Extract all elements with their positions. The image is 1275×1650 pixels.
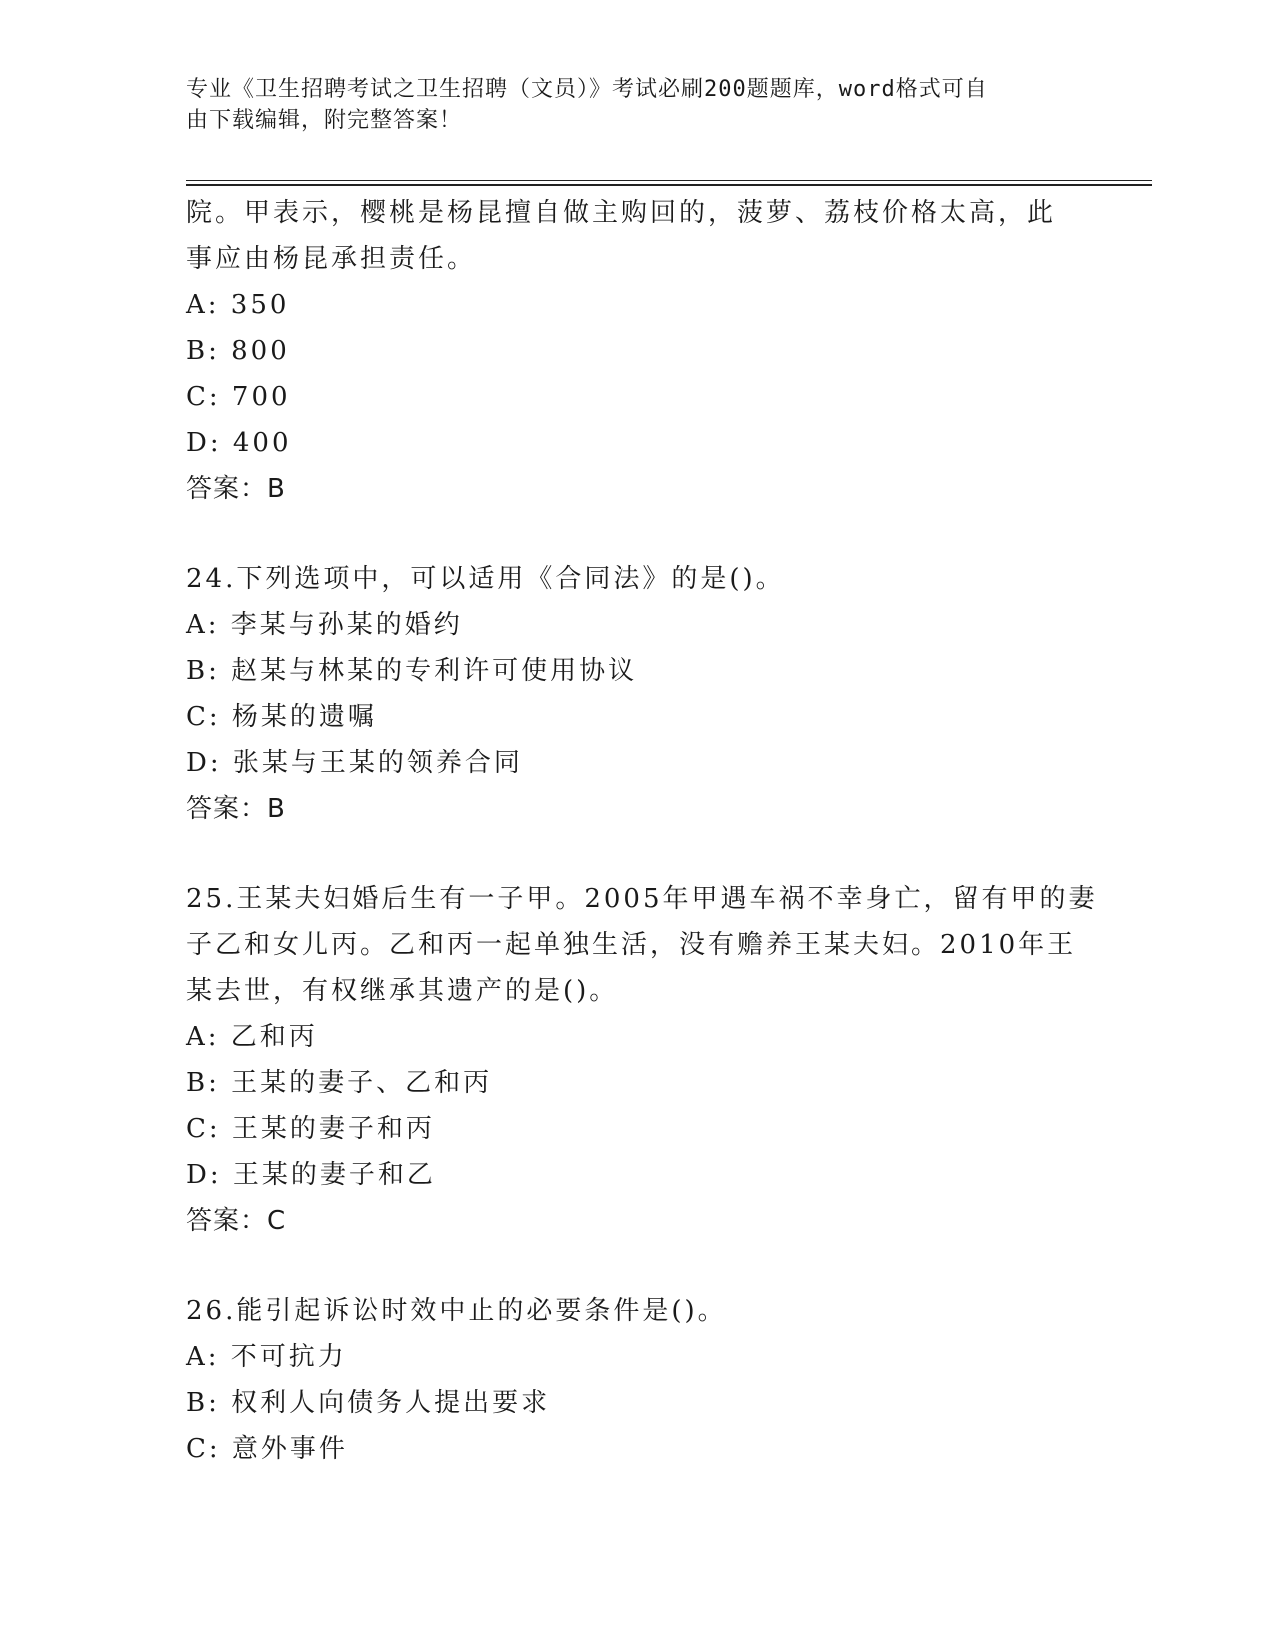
question-26 <box>186 1288 1086 1472</box>
answer: 答案：B <box>186 474 286 504</box>
option-c: C: 意外事件 <box>186 1434 348 1464</box>
answer: 答案：C <box>186 1206 287 1236</box>
option-b: B: 王某的妻子、乙和丙 <box>186 1068 493 1098</box>
option-c: C: 王某的妻子和丙 <box>186 1114 435 1144</box>
option-d: D: 王某的妻子和乙 <box>186 1160 436 1190</box>
option-c: C: 杨某的遗嘱 <box>186 702 377 732</box>
question-text-line: 24.下列选项中，可以适用《合同法》的是()。 <box>186 564 785 594</box>
option-c: C: 700 <box>186 382 291 412</box>
question-24 <box>186 556 1086 832</box>
option-a: A: 不可抗力 <box>186 1342 347 1372</box>
header-divider-thick <box>186 184 1152 186</box>
answer: 答案：B <box>186 794 286 824</box>
header-divider-thin <box>186 180 1152 181</box>
option-d: D: 张某与王某的领养合同 <box>186 748 523 778</box>
question-text-line: 事应由杨昆承担责任。 <box>186 244 477 274</box>
question-text-line: 26.能引起诉讼时效中止的必要条件是()。 <box>186 1296 727 1326</box>
question-continued <box>186 190 1086 512</box>
document-body <box>186 190 1098 1472</box>
option-b: B: 800 <box>186 336 290 366</box>
option-d: D: 400 <box>186 428 292 458</box>
question-text-line: 子乙和女儿丙。乙和丙一起单独生活，没有赡养王某夫妇。2010年王 <box>186 930 1077 960</box>
question-25 <box>186 876 1098 1244</box>
header-line-1: 专业《卫生招聘考试之卫生招聘（文员）》考试必刷200题题库，word格式可自 <box>186 77 988 102</box>
option-a: A: 乙和丙 <box>186 1022 318 1052</box>
question-text-line: 25.王某夫妇婚后生有一子甲。2005年甲遇车祸不幸身亡，留有甲的妻 <box>186 884 1098 914</box>
option-b: B: 赵某与林某的专利许可使用协议 <box>186 656 638 686</box>
question-text-line: 某去世，有权继承其遗产的是()。 <box>186 976 619 1006</box>
option-b: B: 权利人向债务人提出要求 <box>186 1388 551 1418</box>
header-line-2: 由下载编辑，附完整答案！ <box>186 108 463 133</box>
question-text-line: 院。甲表示，樱桃是杨昆擅自做主购回的，菠萝、荔枝价格太高，此 <box>186 198 1057 228</box>
document-header <box>186 74 1076 136</box>
option-a: A: 李某与孙某的婚约 <box>186 610 463 640</box>
option-a: A: 350 <box>186 290 290 320</box>
